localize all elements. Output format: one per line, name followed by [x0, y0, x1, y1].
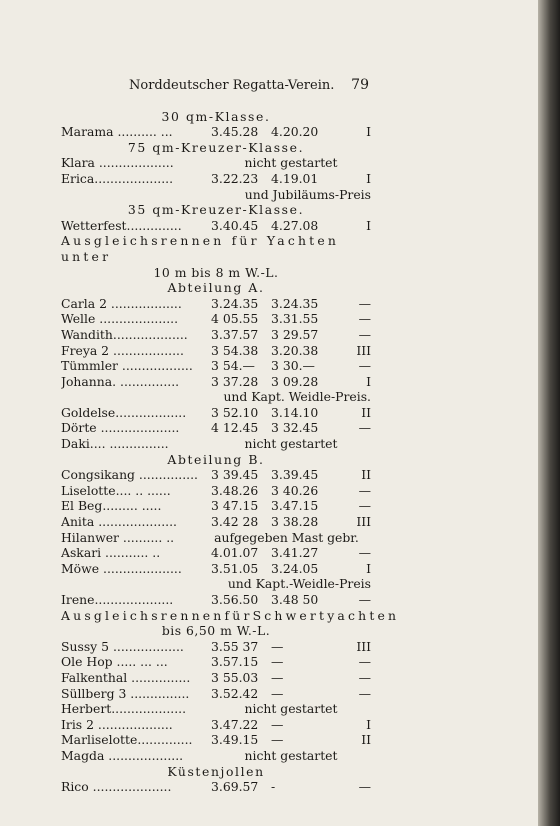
elapsed-time: 3.57.15	[211, 654, 259, 670]
placement: —	[358, 295, 371, 311]
corrected-time: 3.24.35	[271, 295, 319, 311]
elapsed-time: 3.49.15	[211, 732, 259, 748]
yacht-name: Carla 2 ..................	[61, 295, 182, 311]
elapsed-time: 3 54.—	[211, 358, 255, 374]
yacht-name: Klara ...................	[61, 155, 174, 171]
result-row	[61, 124, 371, 140]
elapsed-time: 3.40.45	[211, 217, 259, 233]
corrected-time: 3 40.26	[271, 482, 319, 498]
result-row	[61, 514, 371, 530]
result-row	[61, 358, 371, 374]
result-row	[61, 639, 371, 655]
result-row	[61, 436, 371, 452]
placement: —	[358, 654, 371, 670]
corrected-time: 3 29.57	[271, 326, 319, 342]
corrected-time: —	[271, 685, 284, 701]
result-row	[61, 748, 371, 764]
corrected-time: —	[271, 654, 284, 670]
yacht-name: Liselotte.... .. ......	[61, 482, 171, 498]
prize-note: und Kapt. Weidle-Preis.	[223, 389, 371, 405]
result-row	[61, 779, 371, 795]
result-row	[61, 155, 371, 171]
elapsed-time: 3.45.28	[211, 124, 259, 140]
start-status: aufgegeben Mast gebr.	[214, 529, 359, 545]
placement: —	[358, 545, 371, 561]
page-content	[61, 77, 400, 795]
yacht-name: Goldelse..................	[61, 404, 187, 420]
yacht-name: Herbert...................	[61, 701, 187, 717]
result-row	[61, 701, 371, 717]
yacht-name: Marama .......... ...	[61, 124, 173, 140]
page-header	[61, 78, 371, 94]
section-heading: 75 qm-Kreuzer-Klasse.	[127, 139, 305, 155]
section-heading: Abteilung B.	[167, 451, 265, 467]
corrected-time: 3 30.—	[271, 358, 315, 374]
placement: —	[358, 685, 371, 701]
section-heading: Abteilung A.	[167, 280, 265, 296]
section-heading: Küstenjollen	[167, 763, 265, 779]
result-row	[61, 654, 371, 670]
result-row	[61, 732, 371, 748]
elapsed-time: 3.37.57	[211, 326, 259, 342]
section-heading: 10 m bis 8 m W.-L.	[153, 264, 279, 280]
result-row	[61, 405, 371, 421]
elapsed-time: 3.22.23	[211, 170, 259, 186]
yacht-name: Askari ........... ..	[61, 545, 161, 561]
elapsed-time: 3 54.38	[211, 342, 259, 358]
yacht-name: Iris 2 ...................	[61, 716, 173, 732]
result-row	[61, 420, 371, 436]
section-heading: AusgleichsrennenfürSchwertyachten	[61, 607, 400, 623]
corrected-time: 3.31.55	[271, 311, 319, 327]
result-row	[61, 670, 371, 686]
yacht-name: Johanna. ...............	[61, 373, 180, 389]
placement: —	[358, 498, 371, 514]
start-status: nicht gestartet	[244, 155, 338, 171]
yacht-name: Wetterfest..............	[61, 217, 182, 233]
placement: —	[358, 779, 371, 795]
yacht-name: Irene....................	[61, 592, 174, 607]
elapsed-time: 3.48.26	[211, 482, 259, 498]
corrected-time: —	[271, 669, 284, 685]
elapsed-time: 3.51.05	[211, 560, 259, 576]
placement: —	[358, 482, 371, 498]
placement: III	[356, 342, 371, 358]
start-status: nicht gestartet	[244, 436, 338, 452]
placement: I	[366, 560, 371, 576]
yacht-name: Daki.... ...............	[61, 436, 169, 452]
result-row	[61, 483, 371, 499]
yacht-name: Süllberg 3 ...............	[61, 685, 190, 701]
elapsed-time: 3 55.03	[211, 669, 259, 685]
placement: —	[358, 669, 371, 685]
placement: —	[358, 326, 371, 342]
elapsed-time: 4 05.55	[211, 311, 259, 327]
section-heading: 35 qm-Kreuzer-Klasse.	[127, 202, 305, 218]
placement: I	[366, 170, 371, 186]
yacht-name: Marliselotte..............	[61, 732, 193, 748]
section-heading: 30 qm-Klasse.	[161, 108, 271, 124]
corrected-time: 3.39.45	[271, 467, 319, 483]
corrected-time: 3 32.45	[271, 420, 319, 436]
yacht-name: Wandith...................	[61, 326, 188, 342]
placement: III	[356, 514, 371, 530]
elapsed-time: 3 47.15	[211, 498, 259, 514]
corrected-time: —	[271, 638, 284, 654]
yacht-name: Hilanwer .......... ..	[61, 529, 175, 545]
result-row	[61, 171, 371, 187]
yacht-name: Sussy 5 ..................	[61, 638, 184, 654]
yacht-name: Rico ....................	[61, 779, 172, 795]
corrected-time: 4.27.08	[271, 217, 319, 233]
elapsed-time: 3.55 37	[211, 638, 259, 654]
yacht-name: Anita ....................	[61, 514, 177, 530]
corrected-time: 3 09.28	[271, 373, 319, 389]
section-heading: Ausgleichsrennen für Yachten unter	[61, 233, 340, 264]
elapsed-time: 4 12.45	[211, 420, 259, 436]
elapsed-time: 3.24.35	[211, 295, 259, 311]
elapsed-time: 3 52.10	[211, 404, 259, 420]
result-row	[61, 467, 371, 483]
result-row	[61, 530, 371, 546]
result-row	[61, 545, 371, 561]
placement: III	[356, 638, 371, 654]
corrected-time: -	[271, 779, 276, 795]
elapsed-time: 3.56.50	[211, 592, 259, 607]
elapsed-time: 3.52.42	[211, 685, 259, 701]
prize-note: und Jubiläums-Preis	[244, 186, 371, 202]
placement: II	[361, 404, 371, 420]
corrected-time: 4.20.20	[271, 124, 319, 140]
page-number: 79	[351, 77, 369, 93]
corrected-time: 3.48 50	[271, 592, 319, 607]
yacht-name: Welle ....................	[61, 311, 179, 327]
result-row	[61, 561, 371, 577]
yacht-name: Falkenthal ...............	[61, 669, 191, 685]
placement: —	[358, 311, 371, 327]
elapsed-time: 3.69.57	[211, 779, 259, 795]
placement: —	[358, 420, 371, 436]
result-row	[61, 717, 371, 733]
corrected-time: 3.24.05	[271, 560, 319, 576]
corrected-time: 4.19.01	[271, 170, 319, 186]
placement: —	[358, 592, 371, 607]
yacht-name: Congsikang ...............	[61, 467, 198, 483]
placement: II	[361, 732, 371, 748]
placement: I	[366, 217, 371, 233]
placement: II	[361, 467, 371, 483]
result-row	[61, 374, 371, 390]
result-row	[61, 311, 371, 327]
corrected-time: 3.20.38	[271, 342, 319, 358]
yacht-name: Erica....................	[61, 170, 174, 186]
placement: —	[358, 358, 371, 374]
page-title: Norddeutscher Regatta-Verein.	[129, 78, 335, 93]
elapsed-time: 4.01.07	[211, 545, 259, 561]
yacht-name: El Beg......... .....	[61, 498, 162, 514]
result-row	[61, 327, 371, 343]
yacht-name: Freya 2 ..................	[61, 342, 184, 358]
result-row	[61, 592, 371, 608]
corrected-time: 3.14.10	[271, 404, 319, 420]
results-list	[61, 108, 400, 795]
result-row	[61, 218, 371, 234]
corrected-time: 3 38.28	[271, 514, 319, 530]
start-status: nicht gestartet	[244, 747, 338, 763]
elapsed-time: 3.42 28	[211, 514, 259, 530]
placement: I	[366, 373, 371, 389]
result-row	[61, 498, 371, 514]
elapsed-time: 3 39.45	[211, 467, 259, 483]
result-row	[61, 296, 371, 312]
yacht-name: Ole Hop ..... ... ...	[61, 654, 168, 670]
elapsed-time: 3.47.22	[211, 716, 259, 732]
placement: I	[366, 716, 371, 732]
corrected-time: 3.41.27	[271, 545, 319, 561]
yacht-name: Möwe ....................	[61, 560, 182, 576]
yacht-name: Magda ...................	[61, 747, 184, 763]
start-status: nicht gestartet	[244, 701, 338, 717]
corrected-time: 3.47.15	[271, 498, 319, 514]
elapsed-time: 3 37.28	[211, 373, 259, 389]
corrected-time: —	[271, 716, 284, 732]
yacht-name: Tümmler ..................	[61, 358, 193, 374]
result-row	[61, 686, 371, 702]
section-heading: bis 6,50 m W.-L.	[161, 623, 271, 639]
prize-note: und Kapt.-Weidle-Preis	[227, 576, 371, 592]
placement: I	[366, 124, 371, 140]
book-spine-shadow	[538, 0, 560, 826]
yacht-name: Dörte ....................	[61, 420, 180, 436]
result-row	[61, 343, 371, 359]
corrected-time: —	[271, 732, 284, 748]
